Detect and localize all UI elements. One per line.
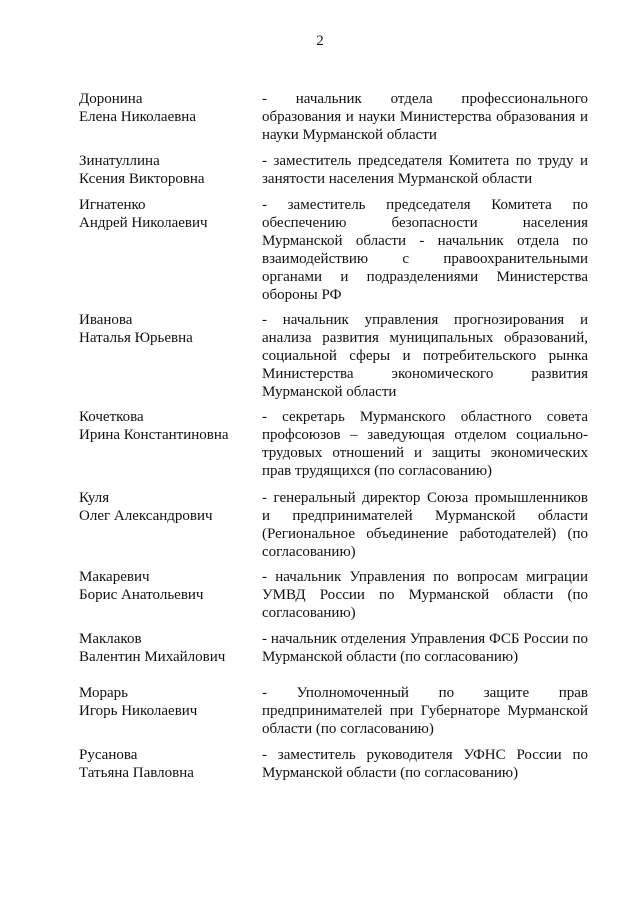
member-name xyxy=(79,196,249,232)
member-name xyxy=(79,684,249,720)
member-given-name: Ирина Константиновна xyxy=(79,427,229,443)
member-surname: Иванова xyxy=(79,312,133,328)
member-surname: Морарь xyxy=(79,685,128,701)
member-surname: Кочеткова xyxy=(79,409,144,425)
member-given-name: Андрей Николаевич xyxy=(79,215,208,231)
member-position: - Уполномоченный по защите прав предпринимателей при Губернаторе Мурманской области (по согласованию) xyxy=(262,685,588,737)
member-position: - секретарь Мурманского областного совета профсоюзов – заведующая отделом социально-трудовых отношений и защиты экономических прав трудящихся (по согласованию) xyxy=(262,409,588,479)
member-surname: Куля xyxy=(79,490,110,506)
member-surname: Зинатуллина xyxy=(79,153,160,169)
member-name xyxy=(79,746,249,782)
member-given-name: Татьяна Павловна xyxy=(79,765,194,781)
member-surname: Маклаков xyxy=(79,631,142,647)
member-surname: Игнатенко xyxy=(79,197,146,213)
member-position: - заместитель руководителя УФНС России по Мурманской области (по согласованию) xyxy=(262,747,588,781)
member-name xyxy=(79,152,249,188)
member-name xyxy=(79,489,249,525)
member-surname: Русанова xyxy=(79,747,138,763)
member-position: - заместитель председателя Комитета по труду и занятости населения Мурманской области xyxy=(262,153,588,187)
member-name xyxy=(79,630,249,666)
member-given-name: Ксения Викторовна xyxy=(79,171,205,187)
member-given-name: Елена Николаевна xyxy=(79,109,196,125)
member-position: - начальник Управления по вопросам миграции УМВД России по Мурманской области (по согласованию) xyxy=(262,569,588,621)
member-name xyxy=(79,568,249,604)
member-surname: Макаревич xyxy=(79,569,150,585)
member-name xyxy=(79,408,249,444)
member-given-name: Наталья Юрьевна xyxy=(79,330,193,346)
member-position: - начальник отделения Управления ФСБ России по Мурманской области (по согласованию) xyxy=(262,631,588,665)
member-position: - начальник отдела профессионального образования и науки Министерства образования и науки Мурманской области xyxy=(262,91,588,143)
member-given-name: Игорь Николаевич xyxy=(79,703,198,719)
member-given-name: Олег Александрович xyxy=(79,508,213,524)
page-number: 2 xyxy=(316,33,324,49)
member-position: - начальник управления прогнозирования и анализа развития муниципальных образований, социальной сферы и потребительского рынка Министерства экономического развития Мурманской области xyxy=(262,312,588,400)
member-given-name: Борис Анатольевич xyxy=(79,587,204,603)
member-name xyxy=(79,90,249,126)
member-name xyxy=(79,311,249,347)
member-position: - генеральный директор Союза промышленников и предпринимателей Мурманской области (Региональное объединение работодателей) (по согласованию) xyxy=(262,490,588,560)
member-surname: Доронина xyxy=(79,91,143,107)
member-given-name: Валентин Михайлович xyxy=(79,649,226,665)
member-position: - заместитель председателя Комитета по обеспечению безопасности населения Мурманской области - начальник отдела по взаимодействию с правоохранительными органами и подразделениями Министерства обороны РФ xyxy=(262,197,588,303)
